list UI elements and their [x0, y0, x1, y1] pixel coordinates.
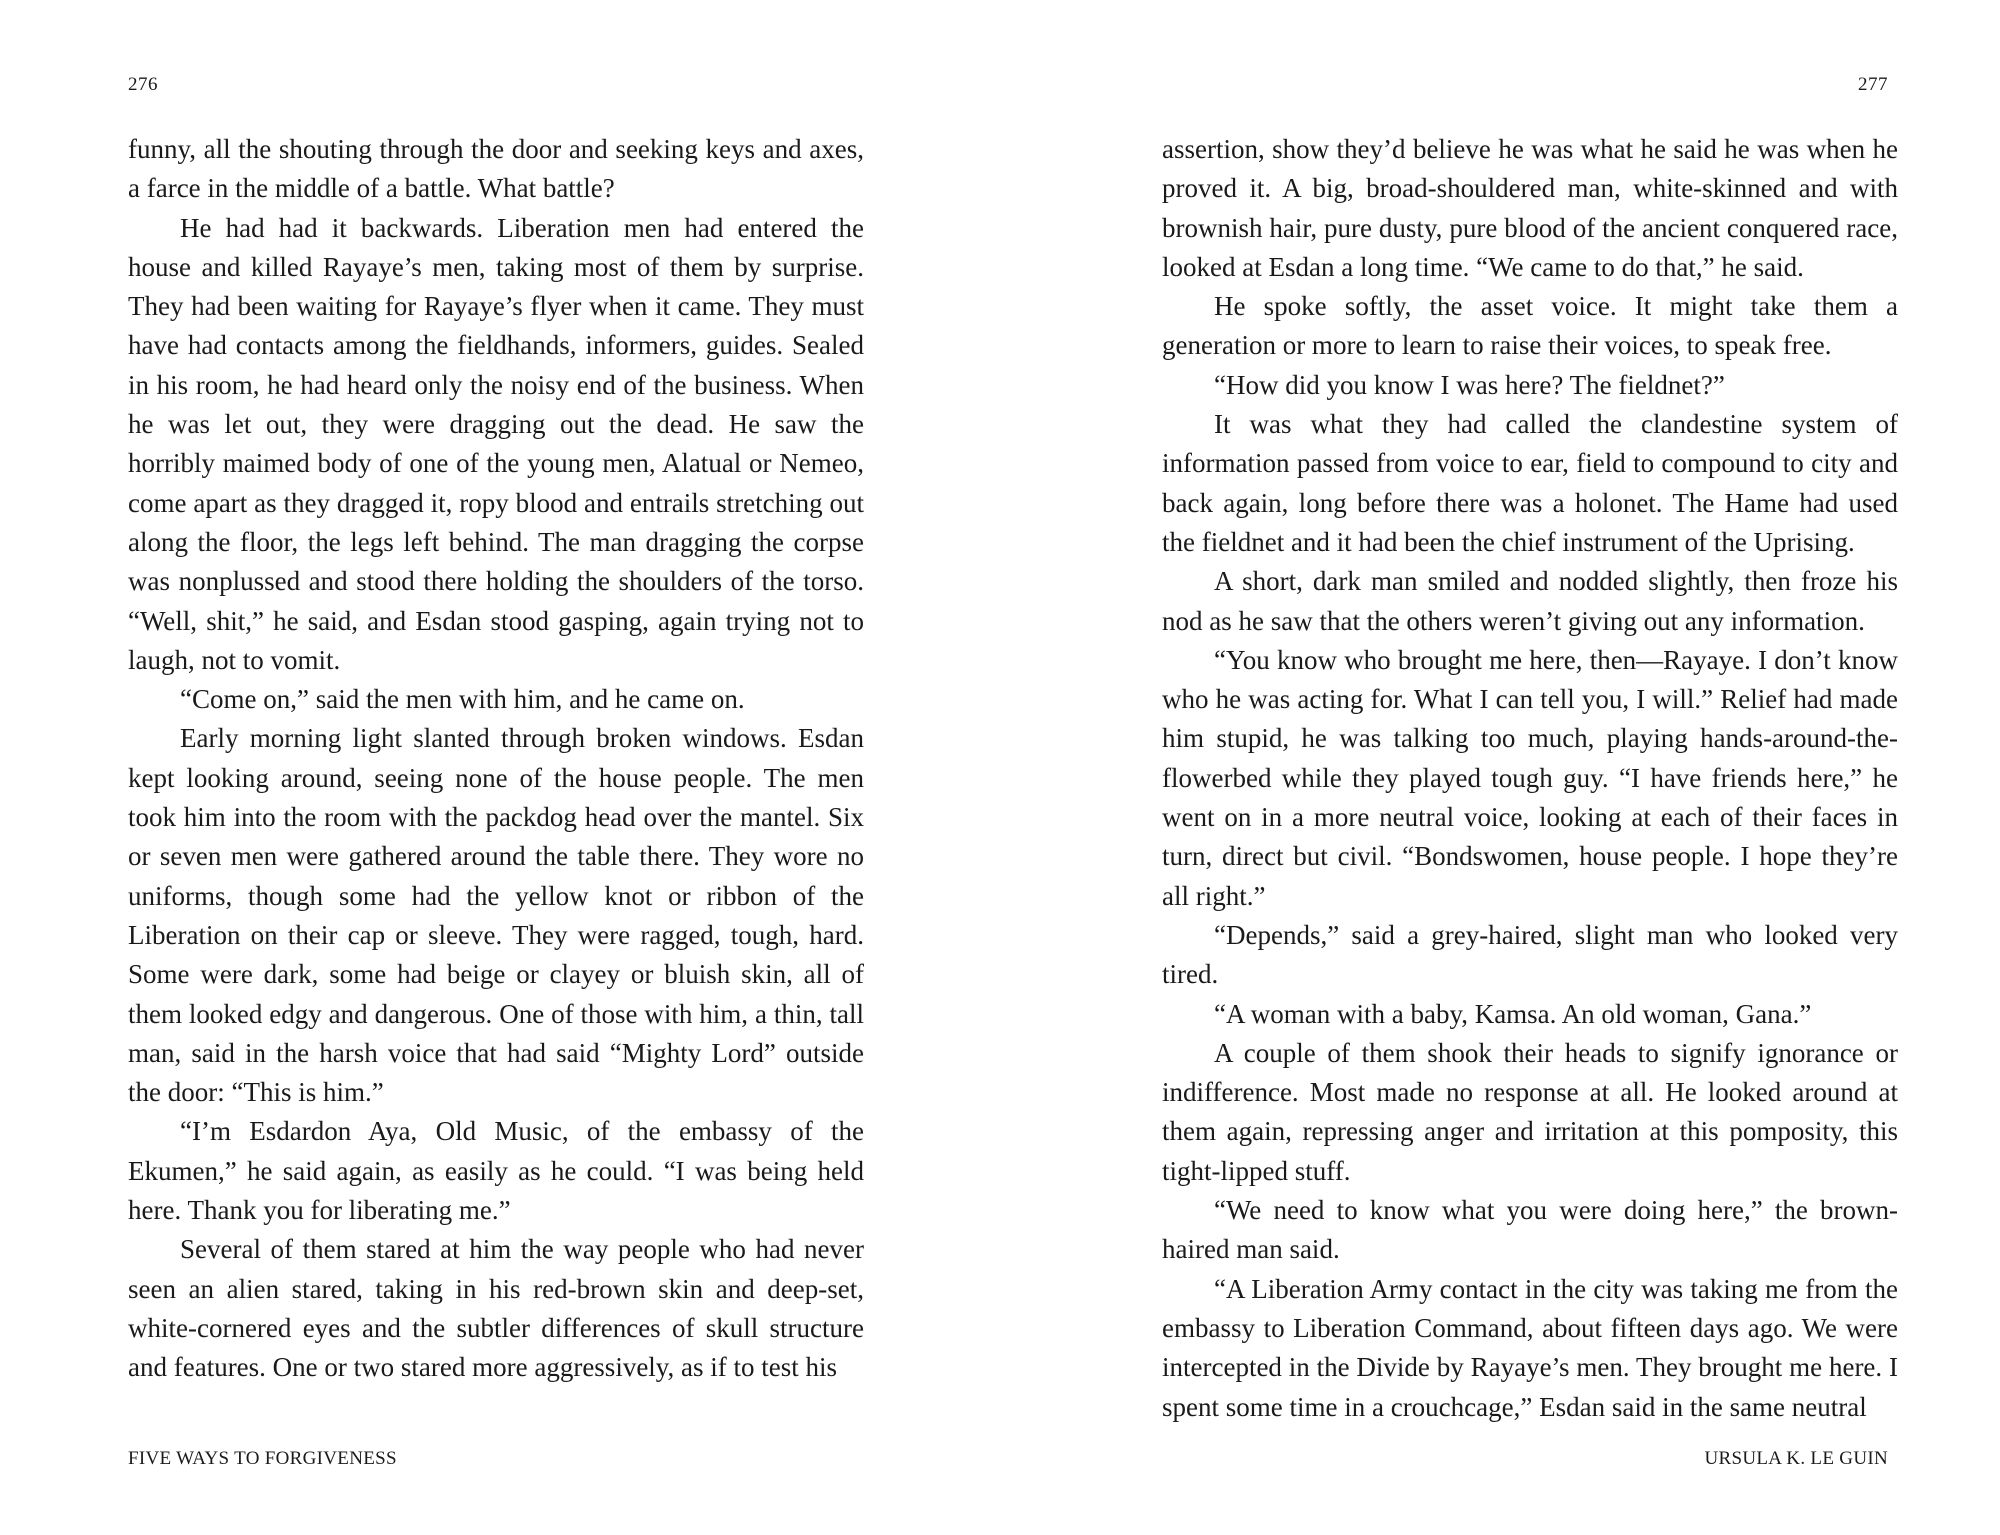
- paragraph: He had had it backwards. Liberation men had entered the house and killed Rayaye’s men, taking most of them by surprise. They had been waiting for Rayaye’s flyer when it came. They must have had contacts among the fieldhands, informers, guides. Sealed in his room, he had heard only the noisy end of the business. When he was let out, they were dragging out the dead. He saw the horribly maimed body of one of the young men, Alatual or Nemeo, come apart as they dragged it, ropy blood and entrails stretching out along the floor, the legs left behind. The man dragging the corpse was nonplussed and stood there holding the shoulders of the torso. “Well, shit,” he said, and Esdan stood gasping, again trying not to laugh, not to vomit.: [128, 212, 864, 675]
- paragraph: Early morning light slanted through broken windows. Esdan kept looking around, seeing none of the house people. The men took him into the room with the packdog head over the mantel. Six or seven men were gathered around the table there. They wore no uniforms, though some had the yellow knot or ribbon of the Liberation on their cap or sleeve. They were ragged, tough, hard. Some were dark, some had beige or clayey or bluish skin, all of them looked edgy and dangerous. One of those with him, a thin, tall man, said in the harsh voice that had said “Mighty Lord” outside the door: “This is him.”: [128, 723, 864, 1108]
- paragraph: “Depends,” said a grey-haired, slight man who looked very tired.: [1162, 919, 1898, 990]
- paragraph: “We need to know what you were doing here,” the brown-haired man said.: [1162, 1195, 1898, 1265]
- paragraph: A couple of them shook their heads to signify ignorance or indifference. Most made no response at all. He looked around at them again, repressing anger and irritation at this pomposity, this tight-lipped stuff.: [1162, 1037, 1898, 1186]
- page-number: 276: [128, 74, 158, 95]
- paragraph: Several of them stared at him the way people who had never seen an alien stared, taking in his red-brown skin and deep-set, white-cornered eyes and the subtler differences of skull structure and features. One or two stared more aggressively, as if to test his: [128, 1234, 864, 1383]
- paragraph: “A Liberation Army contact in the city was taking me from the embassy to Liberation Command, about fifteen days ago. We were intercepted in the Divide by Rayaye’s men. They brought me here. I spent some time in a crouchcage,” Esdan said in the same neutral: [1162, 1273, 1898, 1422]
- paragraph: “I’m Esdardon Aya, Old Music, of the embassy of the Ekumen,” he said again, as easily as he could. “I was being held here. Thank you for liberating me.”: [128, 1116, 864, 1226]
- page-body-text: [128, 130, 864, 1388]
- paragraph: “Come on,” said the men with him, and he came on.: [180, 684, 745, 715]
- page-body-text: [1162, 130, 1898, 1427]
- paragraph: “How did you know I was here? The fieldnet?”: [1214, 369, 1725, 400]
- right-page: [1000, 0, 2000, 1535]
- book-title-footer: FIVE WAYS TO FORGIVENESS: [128, 1448, 397, 1469]
- paragraph: assertion, show they’d believe he was what he said he was when he proved it. A big, broad-shouldered man, white-skinned and with brownish hair, pure dusty, pure blood of the ancient conquered race, looked at Esdan a long time. “We came to do that,” he said.: [1162, 134, 1898, 282]
- paragraph: funny, all the shouting through the door and seeking keys and axes, a farce in the middle of a battle. What battle?: [128, 134, 864, 204]
- page-number: 277: [1858, 74, 1888, 95]
- paragraph: He spoke softly, the asset voice. It might take them a generation or more to learn to raise their voices, to speak free.: [1162, 291, 1898, 361]
- paragraph: “You know who brought me here, then—Rayaye. I don’t know who he was acting for. What I can tell you, I will.” Relief had made him stupid, he was talking too much, playing hands-around-the-flowerbed while they played tough guy. “I have friends here,” he went on in a more neutral voice, looking at each of their faces in turn, direct but civil. “Bondswomen, house people. I hope they’re all right.”: [1162, 644, 1898, 911]
- paragraph: “A woman with a baby, Kamsa. An old woman, Gana.”: [1214, 998, 1812, 1029]
- author-footer: URSULA K. LE GUIN: [1704, 1448, 1888, 1469]
- paragraph: A short, dark man smiled and nodded slightly, then froze his nod as he saw that the others weren’t giving out any information.: [1162, 566, 1898, 636]
- paragraph: It was what they had called the clandestine system of information passed from voice to ear, field to compound to city and back again, long before there was a holonet. The Hame had used the fieldnet and it had been the chief instrument of the Uprising.: [1162, 409, 1898, 557]
